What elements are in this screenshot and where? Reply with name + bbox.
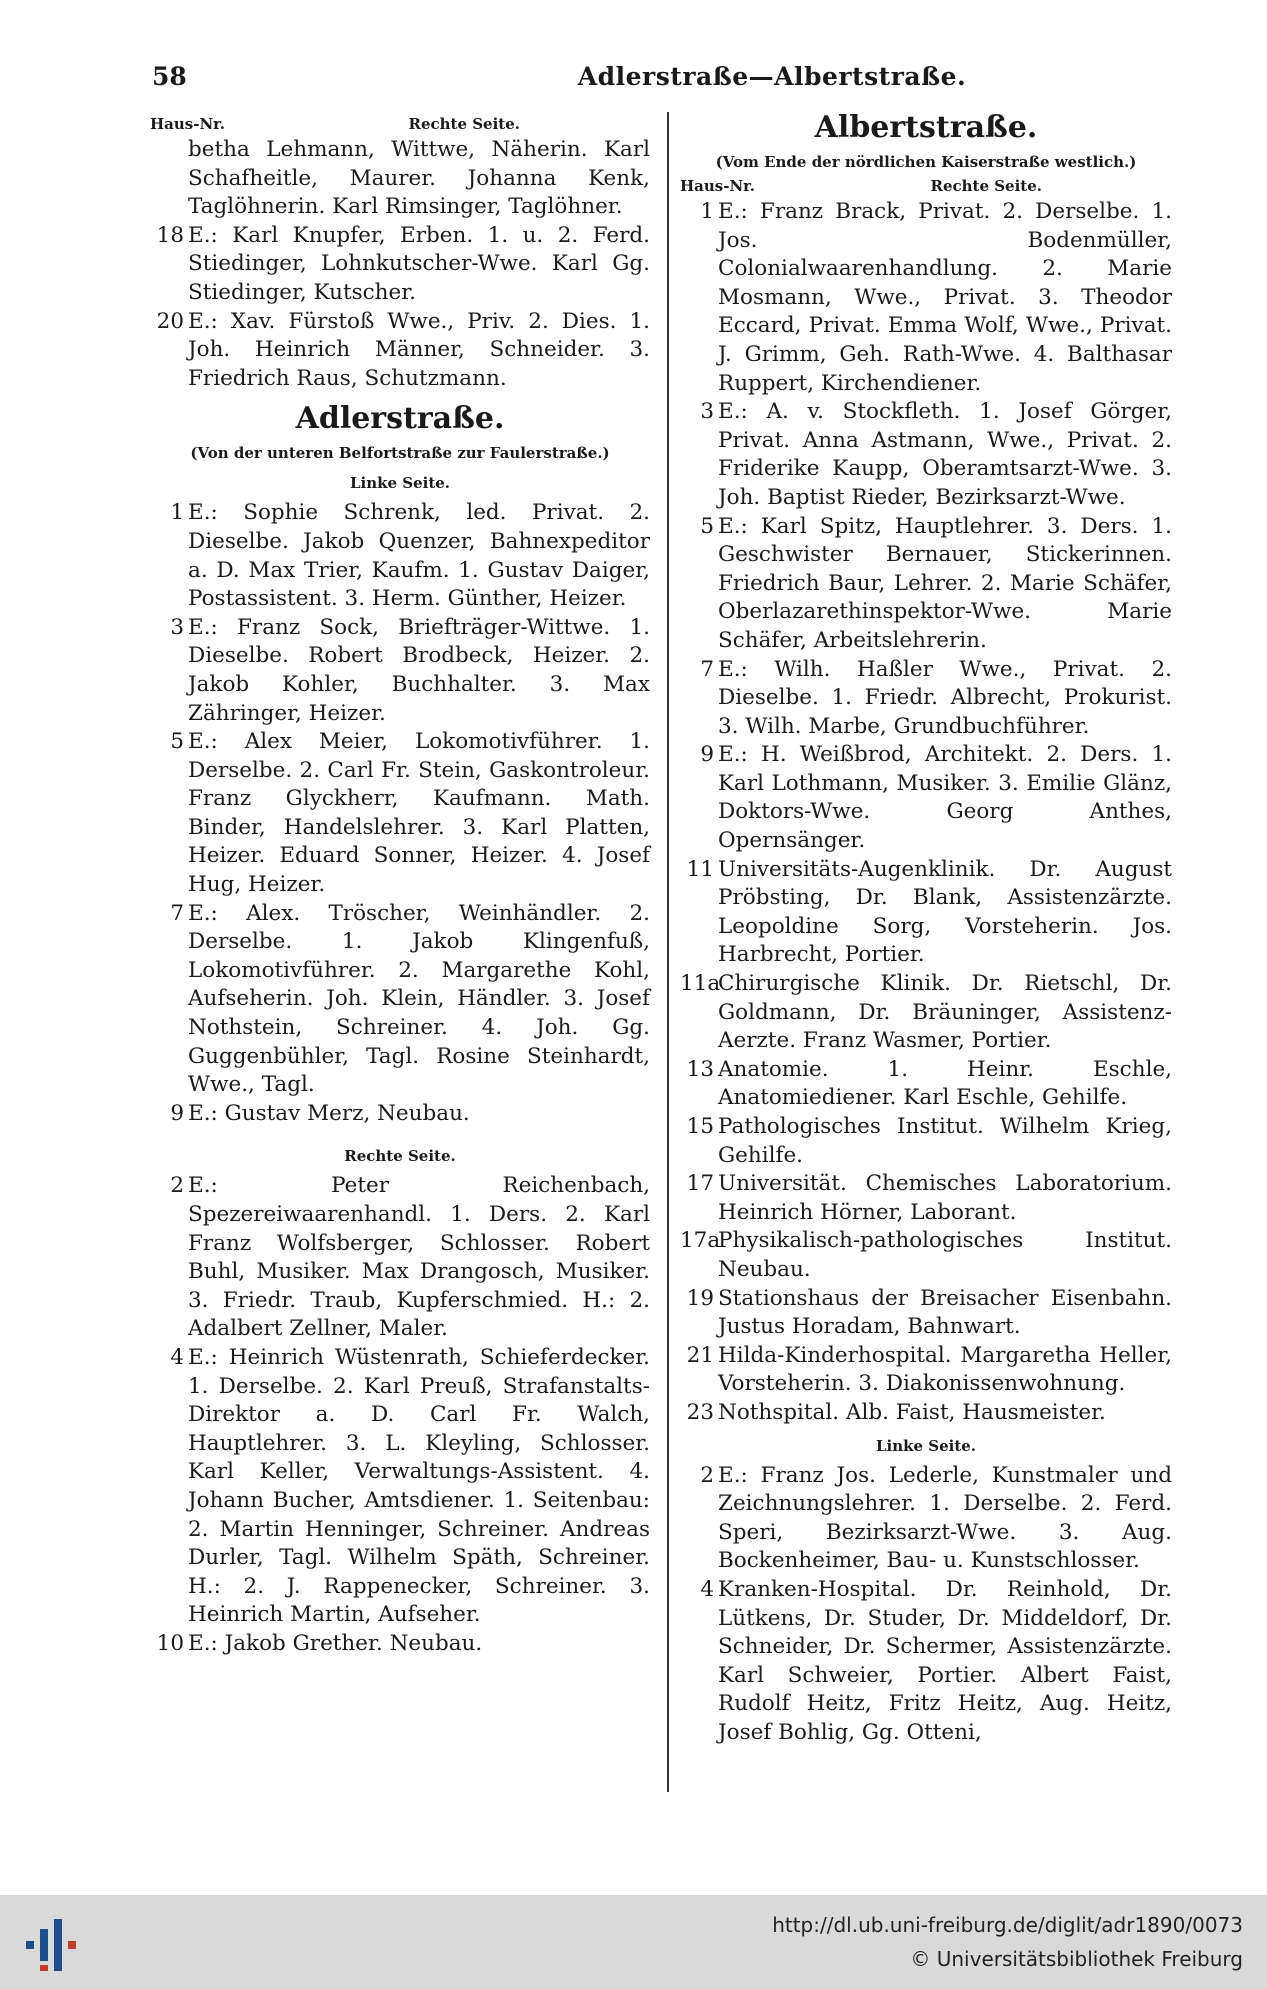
entry-text: E.: Karl Spitz, Hauptlehrer. 3. Ders. 1. Geschwister Bernauer, Stickerinnen. Friedrich Baur, Lehrer. 2. Marie Schäfer, Oberlazarethinspektor-Wwe. Marie Schäfer, Arbeitslehrerin.: [718, 513, 1172, 653]
address-entry: [150, 1100, 650, 1129]
address-entry: [150, 1344, 650, 1630]
house-number: 13: [686, 1056, 714, 1082]
street-title-adlerstrasse: Adlerstraße.: [295, 401, 505, 437]
house-number: 19: [686, 1285, 714, 1311]
entry-text: E.: Xav. Fürstoß Wwe., Priv. 2. Dies. 1. Joh. Heinrich Männer, Schneider. 3. Friedrich Raus, Schutzmann.: [188, 308, 650, 391]
address-entry: [150, 1172, 650, 1344]
left-column-head: [150, 112, 650, 136]
page-number: 58: [152, 62, 187, 91]
entry-text: E.: Wilh. Haßler Wwe., Privat. 2. Dieselbe. 1. Friedr. Albrecht, Prokurist. 3. Wilh. Marbe, Grundbuchführer.: [718, 656, 1172, 739]
house-number: 10: [156, 1630, 184, 1656]
permalink-url[interactable]: http://dl.ub.uni-freiburg.de/diglit/adr1890/0073: [772, 1913, 1243, 1937]
side-heading-left: Linke Seite.: [349, 474, 451, 493]
page-title: Adlerstraße—Albertstraße.: [577, 62, 967, 91]
right-column-head: [680, 174, 1172, 198]
house-number: 7: [170, 900, 184, 926]
entry-text: E.: Franz Sock, Briefträger-Wittwe. 1. Dieselbe. Robert Brodbeck, Heizer. 2. Jakob Kohler, Buchhalter. 3. Max Zähringer, Heizer.: [188, 614, 650, 726]
entry-text: Physikalisch-pathologisches Institut. Neubau.: [718, 1228, 1172, 1282]
address-entry: [680, 1170, 1172, 1227]
house-number: 21: [686, 1342, 714, 1368]
viewer-footer: [0, 1895, 1267, 1989]
address-entry: [680, 1576, 1172, 1748]
address-entry: [150, 728, 650, 900]
house-number: 2: [170, 1173, 184, 1199]
entry-text: E.: H. Weißbrod, Architekt. 2. Ders. 1. Karl Lothmann, Musiker. 3. Emilie Glänz, Doktors-Wwe. Georg Anthes, Opernsänger.: [718, 742, 1172, 854]
address-entry: [680, 1285, 1172, 1342]
house-number: 3: [170, 614, 184, 640]
address-entry: [680, 398, 1172, 512]
entry-text: E.: Peter Reichenbach, Spezereiwaarenhandl. 1. Ders. 2. Karl Franz Wolfsberger, Schlosser. Robert Buhl, Musiker. Max Drangosch, Musiker. 3. Friedr. Traub, Kupferschmied. H.: 2. Adalbert Zellner, Maler.: [188, 1173, 650, 1342]
entry-text: Hilda-Kinderhospital. Margaretha Heller, Vorsteherin. 3. Diakonissenwohnung.: [718, 1342, 1172, 1397]
house-number: 1: [700, 199, 714, 224]
side-label: Rechte Seite.: [408, 115, 520, 133]
entry-list: [150, 222, 650, 394]
entry-text: E.: Franz Jos. Lederle, Kunstmaler und Zeichnungslehrer. 1. Derselbe. 2. Ferd. Speri, Bezirksarzt-Wwe. 3. Aug. Bockenheimer, Bau- u. Kunstschlosser.: [718, 1462, 1172, 1574]
entry-list: [680, 1462, 1172, 1748]
side-heading-right: Rechte Seite.: [344, 1147, 456, 1166]
house-number: 9: [170, 1100, 184, 1126]
house-number: 7: [700, 656, 714, 682]
street-subtitle: (Von der unteren Belfortstraße zur Faulerstraße.): [190, 444, 610, 463]
right-column: [680, 112, 1172, 1747]
house-number: 11: [686, 856, 714, 882]
address-entry: [680, 198, 1172, 398]
house-number: 17a: [680, 1228, 721, 1254]
address-entry: [150, 308, 650, 394]
house-number: 2: [700, 1462, 714, 1488]
house-number-label: Haus-Nr.: [150, 115, 225, 133]
house-number: 11a: [680, 971, 721, 997]
left-column: [150, 112, 650, 1659]
entry-text: E.: Jakob Grether. Neubau.: [188, 1630, 483, 1656]
entry-text: E.: Heinrich Wüstenrath, Schieferdecker. 1. Derselbe. 2. Karl Preuß, Strafanstalts-Direktor a. D. Carl Fr. Walch, Hauptlehrer. 3. L. Kleyling, Schlosser. Karl Keller, Verwaltungs-Assistent. 4. Johann Bucher, Amtsdiener. 1. Seitenbau: 2. Martin Henninger, Schreiner. Andreas Durler, Tagl. Wilhelm Späth, Schreiner. H.: 2. J. Rappenecker, Schreiner. 3. Heinrich Martin, Aufseher.: [188, 1344, 650, 1628]
entry-list: [680, 198, 1172, 1428]
address-entry: [150, 1630, 650, 1659]
address-entry: [150, 222, 650, 308]
address-entry: [680, 1342, 1172, 1399]
entry-list: [150, 1172, 650, 1658]
address-entry: [680, 1462, 1172, 1576]
house-number: 4: [170, 1344, 184, 1370]
address-entry: [680, 970, 1172, 1056]
address-entry: [680, 1113, 1172, 1170]
entry-text: Anatomie. 1. Heinr. Eschle, Anatomiediener. Karl Eschle, Gehilfe.: [718, 1056, 1172, 1111]
entry-text: E.: Alex. Tröscher, Weinhändler. 2. Derselbe. 1. Jakob Klingenfuß, Lokomotivführer. 2. Margarethe Kohl, Aufseherin. Joh. Klein, Händler. 3. Josef Nothstein, Schreiner. 4. Joh. Gg. Guggenbühler, Tagl. Rosine Steinhardt, Wwe., Tagl.: [188, 900, 650, 1098]
house-number: 9: [700, 742, 714, 768]
house-number: 5: [700, 513, 714, 539]
entry-text: E.: Alex Meier, Lokomotivführer. 1. Derselbe. 2. Carl Fr. Stein, Gaskontroleur. Franz Glyckherr, Kaufmann. Math. Binder, Handelslehrer. 3. Karl Platten, Heizer. Eduard Sonner, Heizer. 4. Josef Hug, Heizer.: [188, 729, 650, 898]
entry-text: Stationshaus der Breisacher Eisenbahn. Justus Horadam, Bahnwart.: [718, 1285, 1172, 1340]
entry-text: Kranken-Hospital. Dr. Reinhold, Dr. Lütkens, Dr. Studer, Dr. Middeldorf, Dr. Schneider, Dr. Schermer, Assistenzärzte. Karl Schweier, Portier. Albert Faist, Rudolf Heitz, Fritz Heitz, Aug. Heitz, Josef Bohlig, Gg. Otteni,: [718, 1576, 1172, 1745]
address-entry: [680, 513, 1172, 656]
side-heading-left: Linke Seite.: [875, 1436, 977, 1455]
house-number: 17: [686, 1171, 714, 1197]
entry-text: E.: Gustav Merz, Neubau.: [188, 1100, 470, 1126]
street-subtitle: (Vom Ende der nördlichen Kaiserstraße westlich.): [715, 153, 1137, 171]
entry-list: [150, 499, 650, 1128]
entry-text: E.: A. v. Stockfleth. 1. Josef Görger, Privat. Anna Astmann, Wwe., Privat. 2. Friderike Kaupp, Oberamtsarzt-Wwe. 3. Joh. Baptist Rieder, Bezirksarzt-Wwe.: [718, 399, 1172, 510]
house-number: 15: [686, 1114, 714, 1139]
house-number: 5: [170, 729, 184, 755]
house-number: 3: [700, 399, 714, 425]
address-entry: [680, 1227, 1172, 1284]
address-entry: [150, 614, 650, 728]
house-number: 1: [170, 500, 184, 526]
house-number-label: Haus-Nr.: [680, 177, 755, 195]
address-entry: [150, 499, 650, 613]
running-head: [152, 62, 1172, 98]
entry-text: E.: Karl Knupfer, Erben. 1. u. 2. Ferd. Stiedinger, Lohnkutscher-Wwe. Karl Gg. Stiedinger, Kutscher.: [188, 222, 650, 305]
house-number: 18: [156, 222, 184, 248]
address-entry: [680, 856, 1172, 970]
address-entry: [680, 656, 1172, 742]
side-label: Rechte Seite.: [930, 177, 1042, 195]
address-entry: [680, 1056, 1172, 1113]
entry-text: E.: Sophie Schrenk, led. Privat. 2. Dieselbe. Jakob Quenzer, Bahnexpeditor a. D. Max Trier, Kaufm. 1. Gustav Daiger, Postassistent. 3. Herm. Günther, Heizer.: [188, 500, 650, 612]
house-number: 23: [686, 1399, 714, 1425]
house-number: 20: [156, 308, 184, 334]
entry-text: E.: Franz Brack, Privat. 2. Derselbe. 1. Jos. Bodenmüller, Colonialwaarenhandlung. 2. Marie Mosmann, Wwe., Privat. 3. Theodor Eccard, Privat. Emma Wolf, Wwe., Privat. J. Grimm, Geh. Rath-Wwe. 4. Balthasar Ruppert, Kirchendiener.: [718, 199, 1172, 396]
address-entry: [150, 900, 650, 1100]
address-entry: [680, 1399, 1172, 1428]
address-entry: [680, 741, 1172, 855]
column-divider: [667, 112, 669, 1792]
street-title-albertstrasse: Albertstraße.: [814, 110, 1038, 145]
entry-text: Nothspital. Alb. Faist, Hausmeister.: [718, 1399, 1106, 1425]
house-number: 4: [700, 1576, 714, 1602]
copyright-notice: © Universitätsbibliothek Freiburg: [910, 1947, 1243, 1971]
entry-text: Universität. Chemisches Laboratorium. Heinrich Hörner, Laborant.: [718, 1171, 1172, 1225]
entry-text: Pathologisches Institut. Wilhelm Krieg, Gehilfe.: [718, 1114, 1172, 1168]
ub-freiburg-logo-icon: [22, 1915, 82, 1975]
entry-continuation: betha Lehmann, Wittwe, Näherin. Karl Schafheitle, Maurer. Johanna Kenk, Taglöhnerin. Karl Rimsinger, Taglöhner.: [188, 137, 650, 220]
entry-text: Chirurgische Klinik. Dr. Rietschl, Dr. Goldmann, Dr. Bräuninger, Assistenz-Aerzte. Franz Wasmer, Portier.: [718, 971, 1172, 1054]
entry-text: Universitäts-Augenklinik. Dr. August Pröbsting, Dr. Blank, Assistenzärzte. Leopoldine Sorg, Vorsteherin. Jos. Harbrecht, Portier.: [718, 856, 1172, 968]
